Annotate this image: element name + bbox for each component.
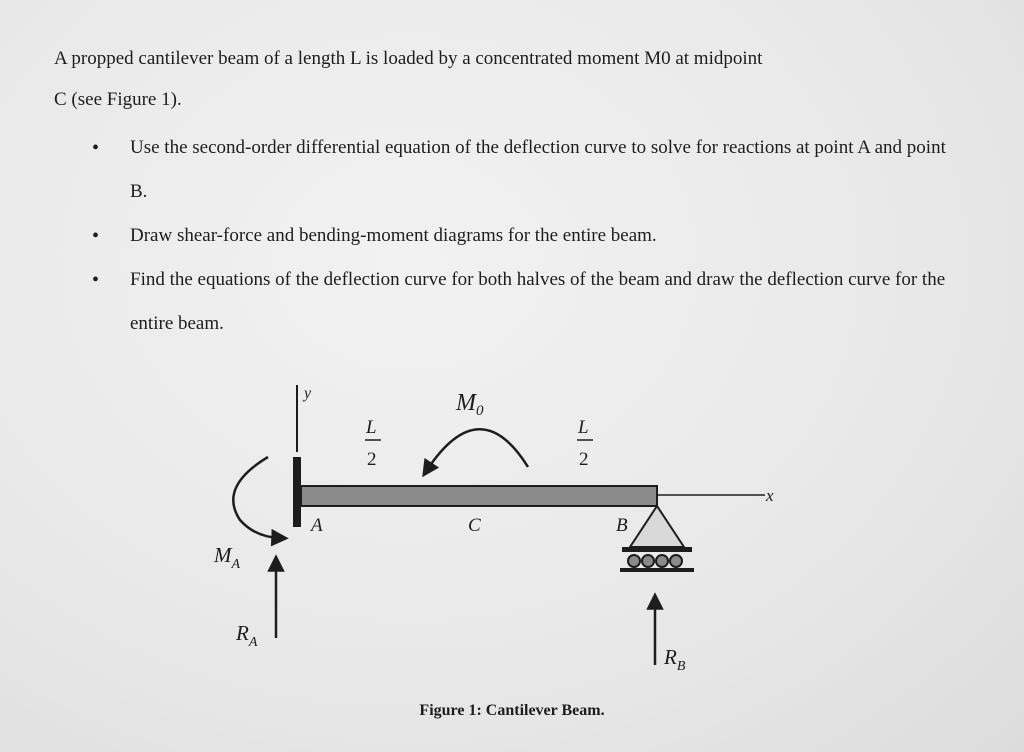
half-length-right-num: L bbox=[578, 417, 589, 438]
task-item-deflection: • Find the equations of the deflection curve for both halves of the beam and draw the deflection curve for the entire beam. bbox=[88, 258, 968, 346]
moment-ma-arrow bbox=[233, 457, 280, 538]
fixed-support-wall bbox=[293, 457, 301, 527]
moment-m0-label: $M_0$ bbox=[456, 390, 484, 419]
moment-ma-label: $M_A$ bbox=[214, 543, 241, 572]
task-item-diagrams: • Draw shear-force and bending-moment diagrams for the entire beam. bbox=[88, 214, 968, 258]
y-axis-label: y bbox=[304, 385, 312, 402]
half-length-right-den: 2 bbox=[579, 449, 589, 470]
reaction-ra-label: $R_A$ bbox=[236, 621, 258, 650]
intro-line-1: A propped cantilever beam of a length L is loaded by a concentrated moment M0 at midpoint bbox=[54, 48, 763, 69]
x-axis-label: x bbox=[766, 486, 774, 505]
roller-4 bbox=[670, 555, 682, 567]
beam bbox=[301, 486, 657, 506]
point-a-label: A bbox=[311, 515, 323, 536]
intro-line-2: C (see Figure 1). bbox=[54, 89, 182, 110]
reaction-rb-label: $R_B$ bbox=[664, 645, 686, 674]
point-b-label: B bbox=[616, 515, 628, 536]
moment-m0-arrow bbox=[427, 429, 528, 470]
roller-support-triangle bbox=[630, 506, 684, 547]
ground-line bbox=[620, 568, 694, 572]
roller-1 bbox=[628, 555, 640, 567]
point-c-label: C bbox=[468, 515, 481, 536]
beam-figure bbox=[200, 370, 820, 680]
half-length-left-num: L bbox=[366, 417, 377, 438]
roller-3 bbox=[656, 555, 668, 567]
half-length-left-den: 2 bbox=[367, 449, 377, 470]
task-item-reactions: • Use the second-order differential equation of the deflection curve to solve for reactions at point A and point B. bbox=[88, 126, 968, 214]
problem-statement bbox=[54, 38, 984, 120]
task-list bbox=[88, 126, 968, 346]
roller-2 bbox=[642, 555, 654, 567]
roller-support-plate bbox=[622, 547, 692, 552]
figure-caption: Figure 1: Cantilever Beam. bbox=[419, 702, 605, 719]
